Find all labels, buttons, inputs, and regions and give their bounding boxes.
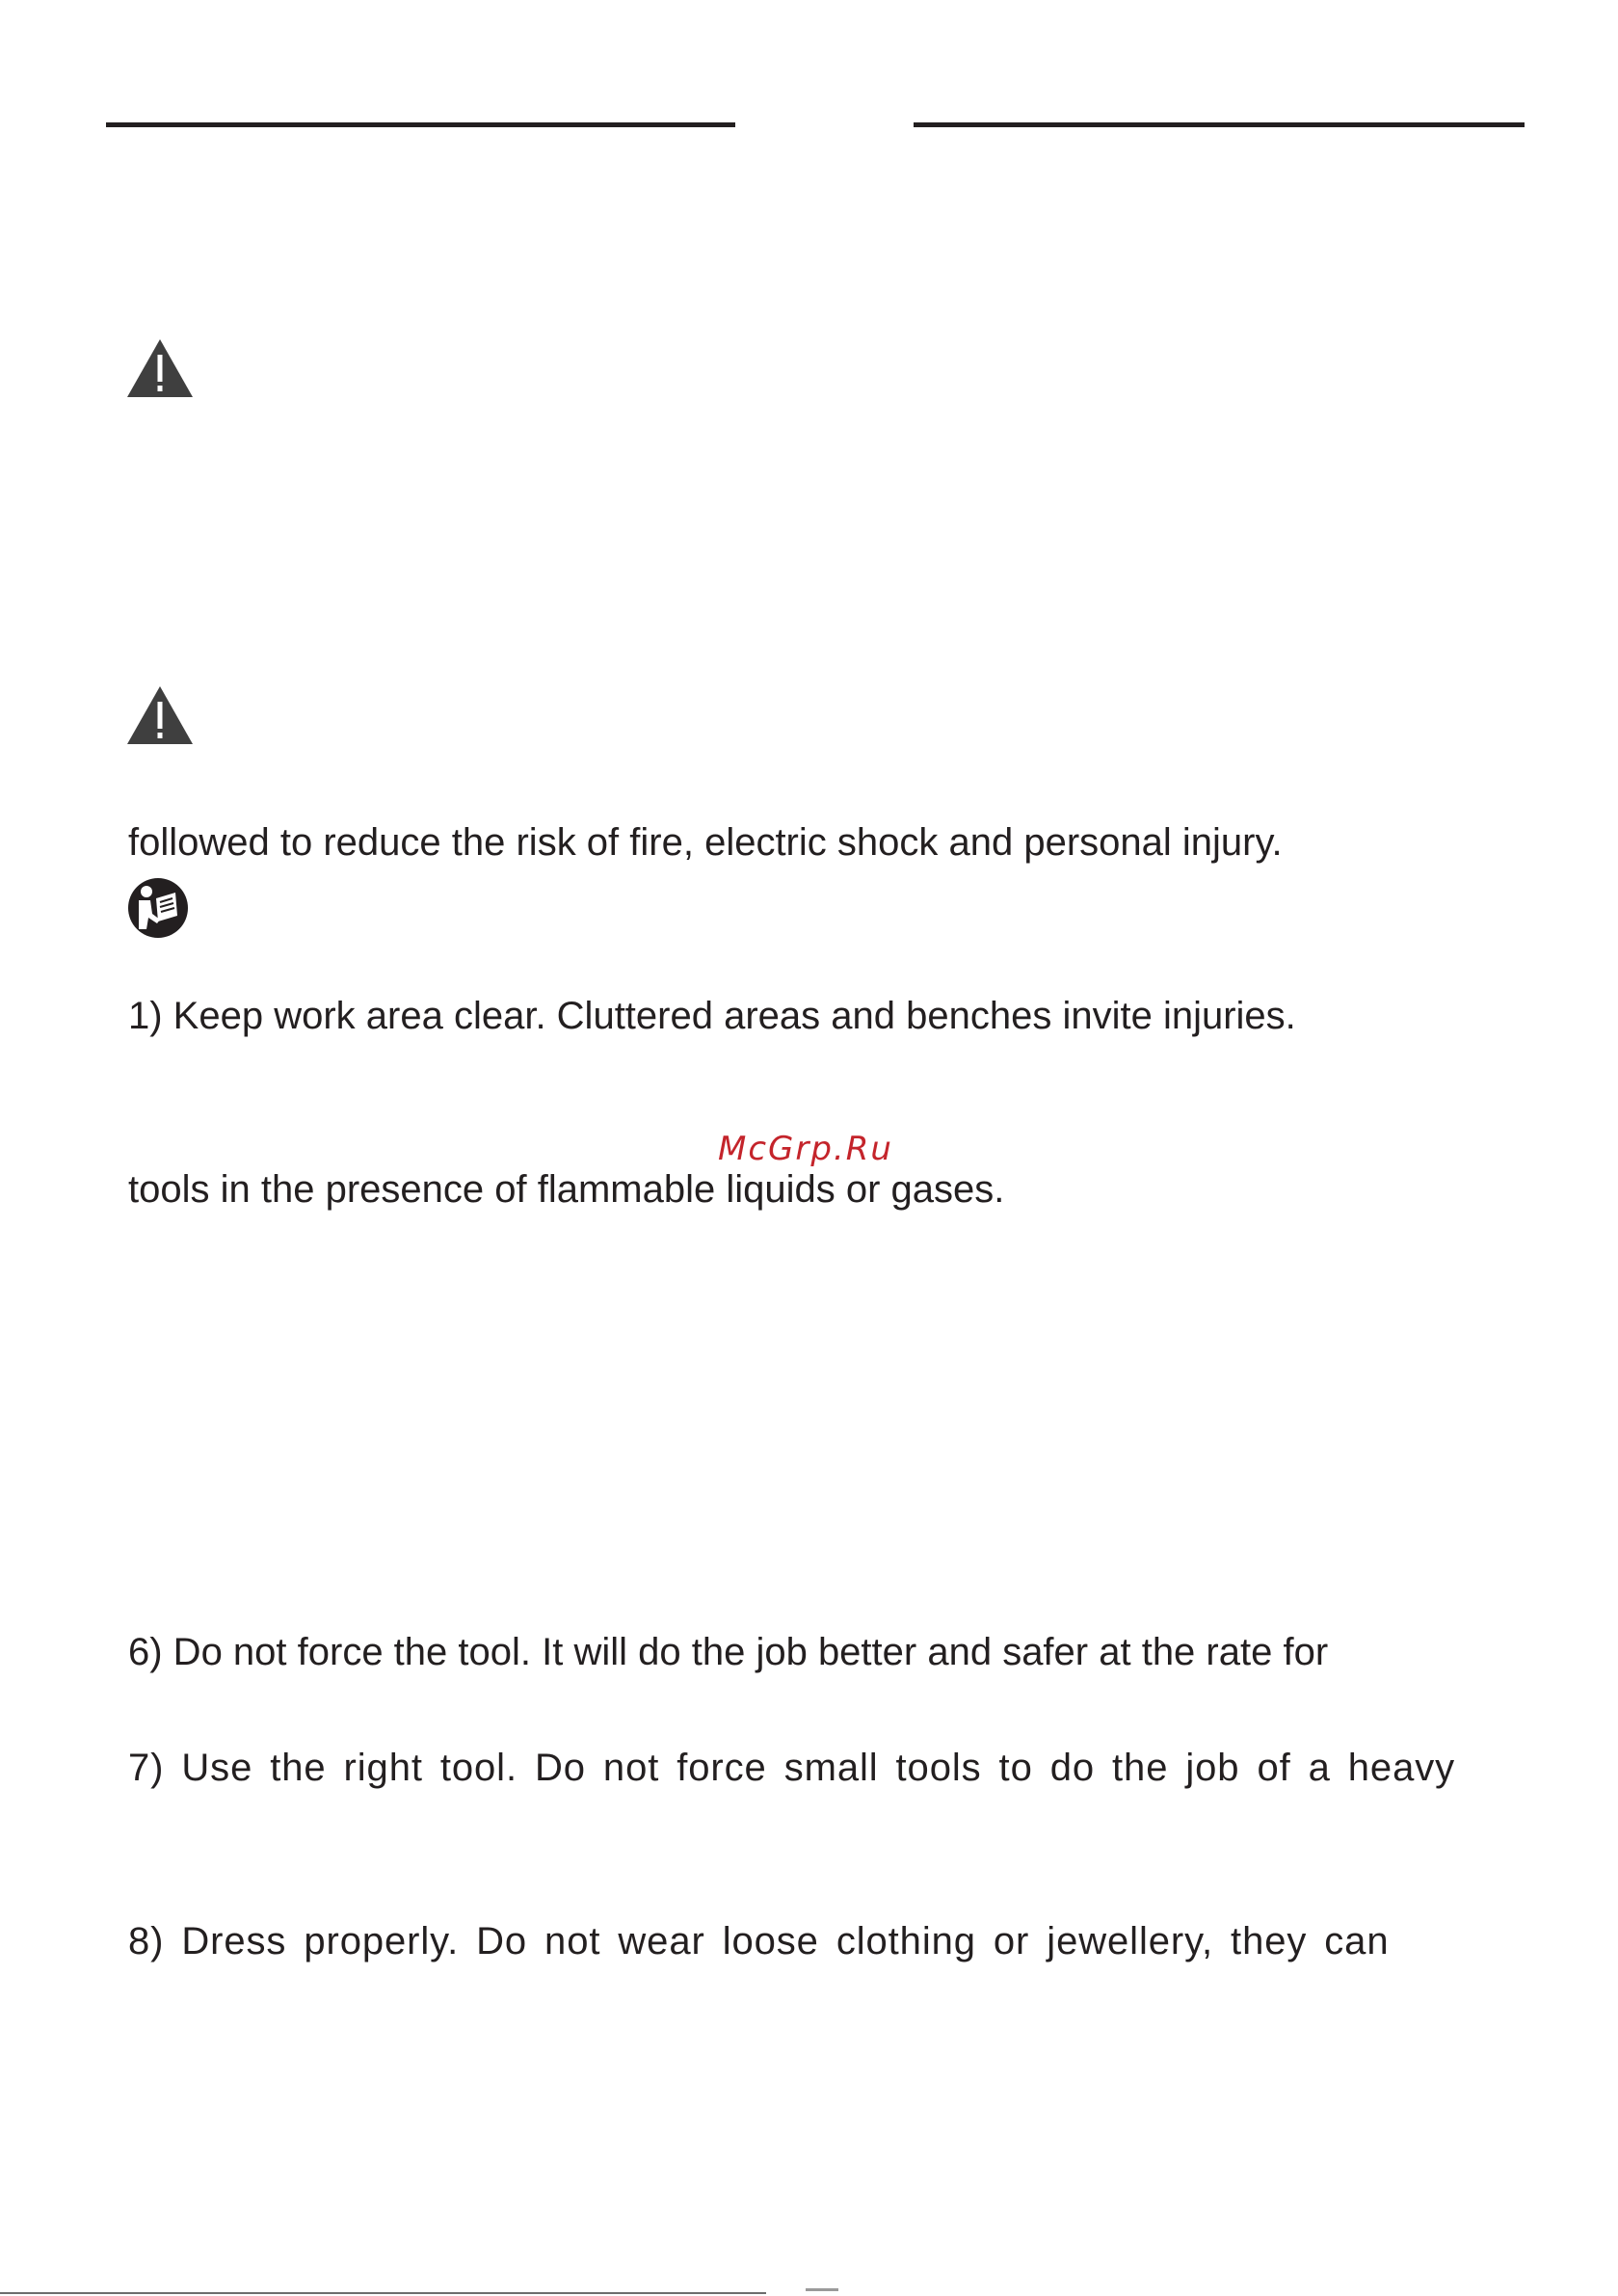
- body-text-line: 8) Dress properly. Do not wear loose clothing or jewellery, they can: [128, 1920, 1390, 1962]
- body-text-line: followed to reduce the risk of fire, electric shock and personal injury.: [128, 821, 1283, 864]
- header-rule-right: [914, 122, 1525, 127]
- footer-mark: [806, 2288, 838, 2291]
- body-text-line: 6) Do not force the tool. It will do the job better and safer at the rate for: [128, 1631, 1329, 1673]
- body-text-line: tools in the presence of flammable liquids or gases.: [128, 1168, 1005, 1211]
- header-rule-left: [106, 122, 735, 127]
- body-text-line: 1) Keep work area clear. Cluttered areas and benches invite injuries.: [128, 995, 1296, 1037]
- watermark: McGrp.Ru: [718, 1130, 893, 1168]
- warning-triangle-icon: [125, 684, 195, 746]
- warning-triangle-icon: [125, 337, 195, 399]
- body-text-line: 7) Use the right tool. Do not force small tools to do the job of a heavy: [128, 1747, 1456, 1789]
- footer-rule: [0, 2292, 766, 2294]
- read-manual-icon: [127, 877, 189, 939]
